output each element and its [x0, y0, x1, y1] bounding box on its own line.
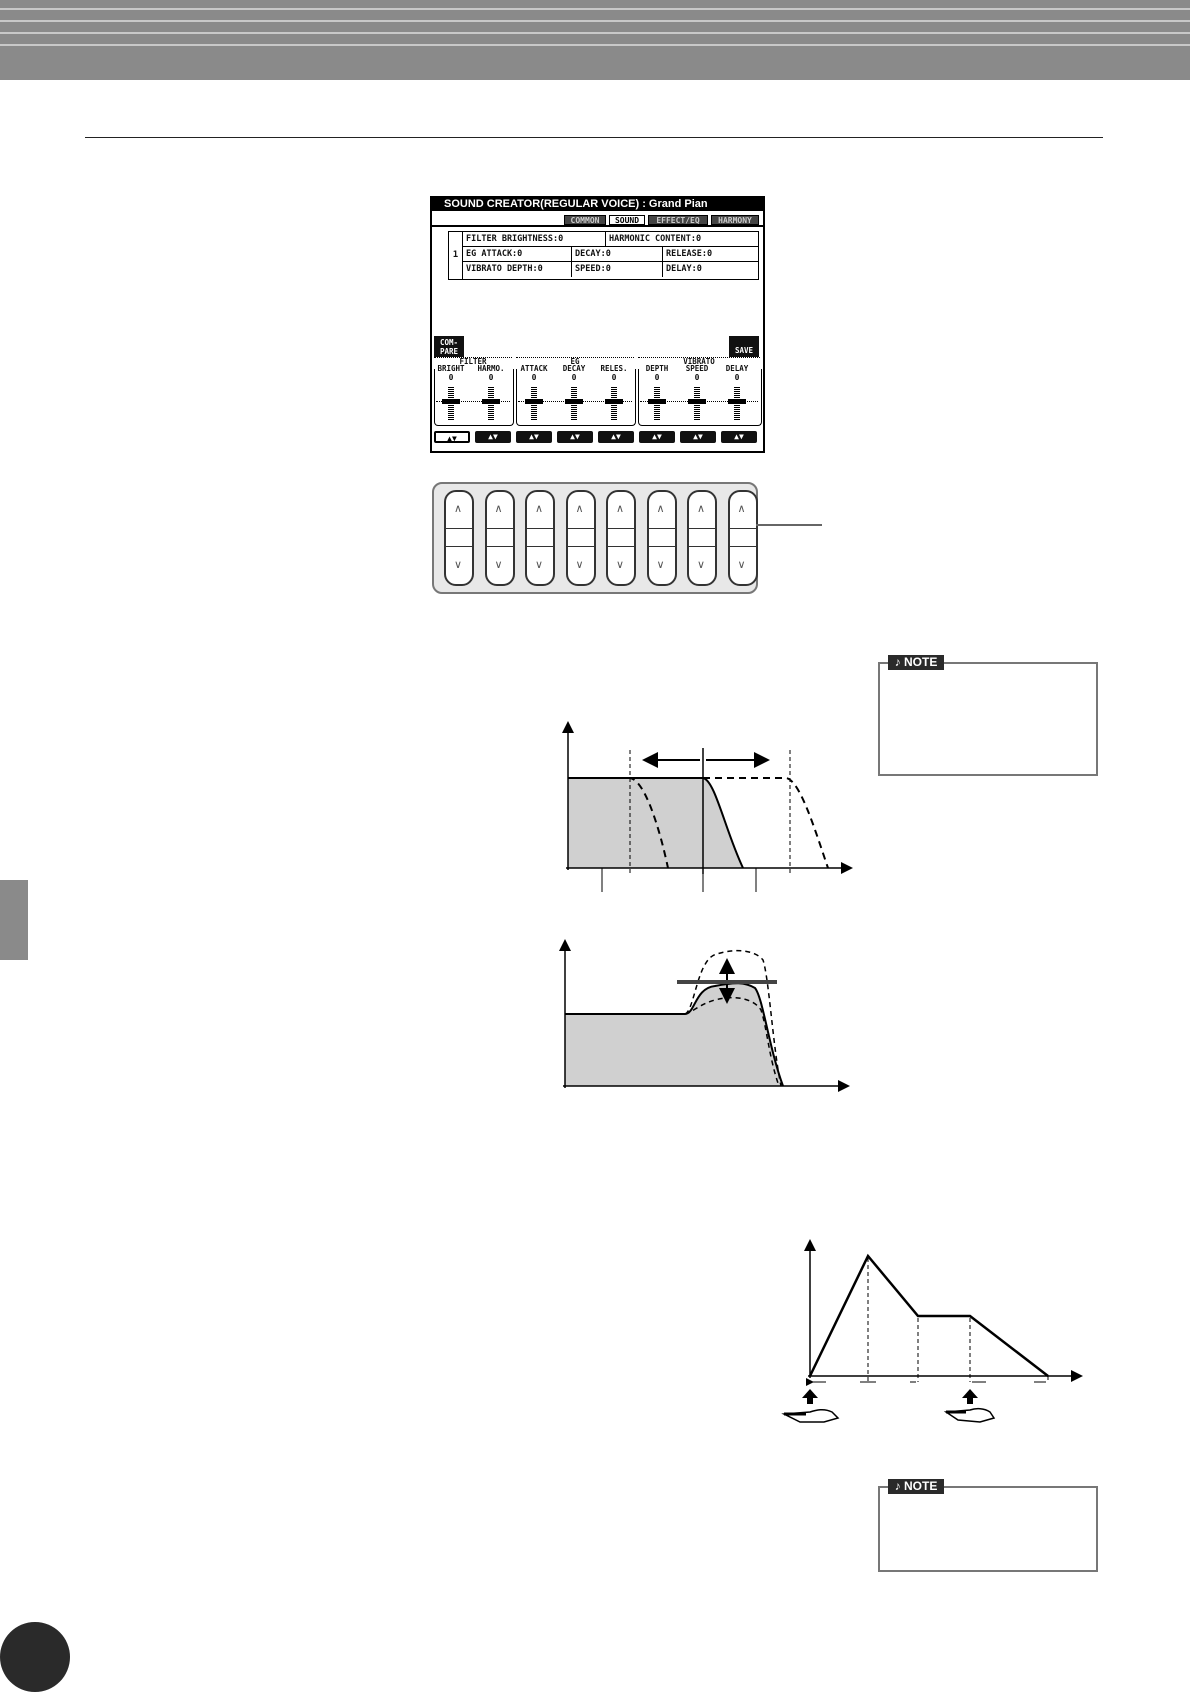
down-arrow-icon[interactable]: ∨ — [453, 558, 463, 571]
param-vibrato-depth[interactable]: VIBRATO DEPTH:0 — [463, 262, 572, 277]
slider-knob[interactable] — [605, 399, 623, 404]
button-divider — [568, 546, 594, 547]
button-divider — [446, 528, 472, 529]
key-release-arrow-icon — [962, 1389, 978, 1404]
header-stripe — [0, 44, 1190, 46]
button-divider — [568, 528, 594, 529]
header-stripe — [0, 8, 1190, 10]
slider-label-attack: ATTACK — [520, 364, 548, 373]
button-divider — [446, 546, 472, 547]
parameter-row-number: 1 — [449, 232, 463, 279]
down-arrow-icon[interactable]: ∨ — [615, 558, 625, 571]
slider-value-bright: 0 — [448, 373, 454, 382]
button-divider — [649, 528, 675, 529]
tab-underline — [432, 225, 763, 227]
hardware-button-panel — [432, 482, 758, 594]
slider-value-attack: 0 — [531, 373, 537, 382]
up-arrow-icon[interactable]: ∧ — [615, 502, 625, 515]
slider-knob[interactable] — [482, 399, 500, 404]
parameter-table — [448, 231, 759, 280]
note-box — [878, 1479, 1098, 1572]
resonance-fill — [565, 983, 783, 1086]
hardware-updown-button[interactable] — [566, 490, 596, 586]
eg-envelope-diagram — [780, 1236, 1098, 1436]
up-arrow-icon[interactable]: ∧ — [696, 502, 706, 515]
hardware-updown-button[interactable] — [485, 490, 515, 586]
compare-button[interactable]: COM- PARE — [434, 336, 464, 357]
updown-button-harmo[interactable]: ▲▼ — [475, 431, 511, 443]
hardware-updown-button[interactable] — [647, 490, 677, 586]
hardware-updown-button[interactable] — [606, 490, 636, 586]
param-release[interactable]: RELEASE:0 — [663, 247, 758, 262]
param-filter-brightness[interactable]: FILTER BRIGHTNESS:0 — [463, 232, 606, 247]
hardware-updown-button[interactable] — [444, 490, 474, 586]
param-decay[interactable]: DECAY:0 — [572, 247, 663, 262]
note-box — [878, 655, 1098, 776]
slider-knob[interactable] — [565, 399, 583, 404]
button-divider — [689, 528, 715, 529]
slider-knob[interactable] — [648, 399, 666, 404]
param-delay[interactable]: DELAY:0 — [666, 264, 702, 274]
down-arrow-icon[interactable]: ∨ — [575, 558, 584, 571]
down-arrow-icon[interactable]: ∨ — [656, 558, 665, 571]
up-arrow-icon[interactable]: ∧ — [737, 502, 746, 515]
group-label-filter: FILTER — [434, 357, 512, 366]
group-label-vibrato: VIBRATO — [638, 357, 760, 366]
down-arrow-icon[interactable]: ∨ — [737, 558, 746, 571]
down-arrow-icon[interactable]: ∨ — [534, 558, 544, 571]
slider-knob[interactable] — [442, 399, 460, 404]
note-label: ♪ NOTE — [888, 655, 944, 670]
slider-value-reles: 0 — [611, 373, 617, 382]
param-speed[interactable]: SPEED:0 — [572, 262, 663, 277]
slider-knob[interactable] — [688, 399, 706, 404]
updown-button-reles[interactable]: ▲▼ — [598, 431, 634, 443]
down-arrow-icon[interactable]: ∨ — [696, 558, 706, 571]
filter-curve-fill — [568, 778, 743, 868]
tab-sound[interactable]: SOUND — [609, 215, 645, 225]
updown-button-bright[interactable]: ▲▼ — [434, 431, 470, 443]
save-button[interactable] — [729, 336, 759, 357]
header-stripe — [0, 32, 1190, 34]
save-button-label: SAVE — [734, 346, 754, 355]
tab-common[interactable]: COMMON — [564, 215, 606, 225]
down-arrow-icon[interactable]: ∨ — [494, 558, 503, 571]
up-arrow-icon[interactable]: ∧ — [534, 502, 544, 515]
slider-value-decay: 0 — [571, 373, 577, 382]
hardware-updown-button[interactable] — [687, 490, 717, 586]
up-arrow-icon[interactable]: ∧ — [494, 502, 503, 515]
note-label: ♪ NOTE — [888, 1479, 944, 1494]
slider-label-depth: DEPTH — [645, 364, 669, 373]
updown-button-speed[interactable]: ▲▼ — [680, 431, 716, 443]
key-press-hand-icon — [784, 1410, 838, 1422]
slider-label-speed: SPEED — [685, 364, 709, 373]
slider-value-delay: 0 — [734, 373, 740, 382]
button-divider — [608, 528, 634, 529]
updown-button-decay[interactable]: ▲▼ — [557, 431, 593, 443]
slider-value-depth: 0 — [654, 373, 660, 382]
button-divider — [487, 546, 513, 547]
button-divider — [689, 546, 715, 547]
slider-value-speed: 0 — [694, 373, 700, 382]
slider-knob[interactable] — [525, 399, 543, 404]
up-arrow-icon[interactable]: ∧ — [656, 502, 665, 515]
tab-effect-eq[interactable]: EFFECT/EQ — [648, 215, 708, 225]
section-rule — [85, 137, 1103, 138]
page-number-badge — [0, 1622, 70, 1692]
slider-label-decay: DECAY — [562, 364, 586, 373]
button-divider — [608, 546, 634, 547]
slider-label-bright: BRIGHT — [437, 364, 465, 373]
up-arrow-icon[interactable]: ∧ — [453, 502, 463, 515]
page-header-band — [0, 0, 1190, 80]
slider-knob[interactable] — [728, 399, 746, 404]
key-press-arrow-icon — [802, 1389, 818, 1404]
sound-creator-screen — [430, 196, 765, 453]
chapter-side-tab — [0, 880, 28, 960]
envelope-curve — [810, 1256, 1048, 1376]
button-divider — [730, 546, 756, 547]
tab-harmony[interactable]: HARMONY — [711, 215, 759, 225]
button-divider — [487, 528, 513, 529]
button-divider — [527, 528, 553, 529]
hardware-updown-button[interactable] — [728, 490, 758, 586]
header-stripe — [0, 20, 1190, 22]
slider-label-harmo: HARMO. — [477, 364, 505, 373]
updown-button-depth[interactable]: ▲▼ — [639, 431, 675, 443]
param-harmonic-content[interactable]: HARMONIC CONTENT:0 — [606, 232, 758, 247]
button-divider — [527, 546, 553, 547]
slider-value-harmo: 0 — [488, 373, 494, 382]
group-label-eg: EG — [516, 357, 634, 366]
slider-label-delay: DELAY — [725, 364, 749, 373]
button-divider — [730, 528, 756, 529]
filter-brightness-diagram — [560, 720, 860, 900]
button-divider — [649, 546, 675, 547]
updown-button-attack[interactable]: ▲▼ — [516, 431, 552, 443]
callout-leader-line — [756, 524, 822, 526]
hardware-updown-button[interactable] — [525, 490, 555, 586]
slider-label-reles: RELES. — [600, 364, 628, 373]
up-arrow-icon[interactable]: ∧ — [575, 502, 584, 515]
harmonic-content-diagram — [555, 938, 855, 1098]
updown-button-delay[interactable]: ▲▼ — [721, 431, 757, 443]
screen-title: SOUND CREATOR(REGULAR VOICE) : Grand Pian — [432, 198, 763, 211]
param-eg-attack[interactable]: EG ATTACK:0 — [463, 247, 572, 262]
